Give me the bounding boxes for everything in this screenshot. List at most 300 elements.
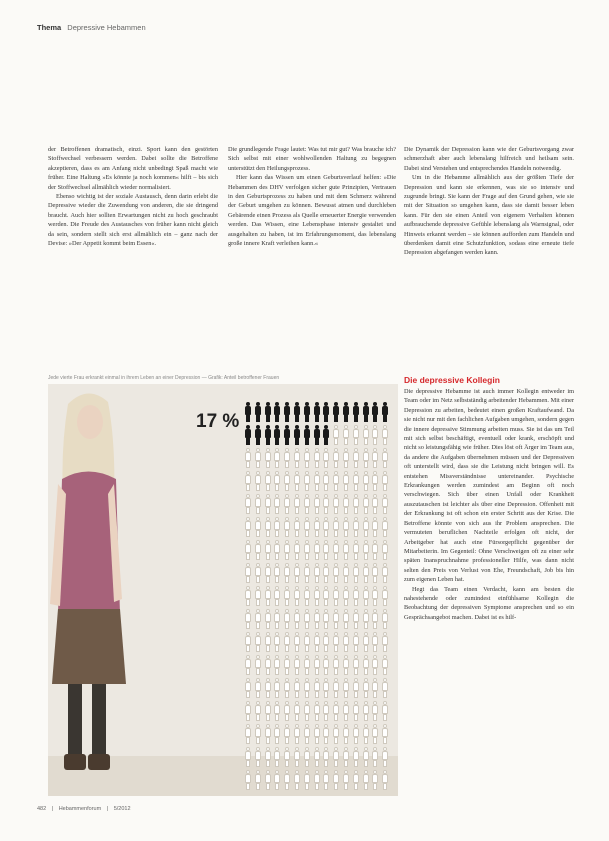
person-figure	[342, 632, 350, 652]
person-body	[314, 406, 320, 415]
person-legs	[334, 553, 338, 560]
person-legs	[305, 484, 309, 491]
person-legs	[295, 507, 299, 514]
person-body	[255, 544, 261, 553]
person-body	[265, 498, 271, 507]
person-figure-affected	[264, 402, 272, 422]
person-legs	[305, 576, 309, 583]
person-body	[353, 498, 359, 507]
person-legs	[344, 691, 348, 698]
person-legs	[246, 622, 250, 629]
person-body	[245, 774, 251, 783]
person-legs	[275, 668, 279, 675]
person-legs	[275, 553, 279, 560]
person-body	[333, 567, 339, 576]
person-body	[274, 567, 280, 576]
person-body	[323, 636, 329, 645]
paragraph: Die depressive Hebamme ist auch immer Kollegin entweder im Team oder im Netz selbstständig arbeitender Hebammen. Mit einer Depression zu arbeiten, bedeutet einen großen Kraftaufwand. Da sie nicht nur mit den fachlichen Aufgaben umgehen, sondern gegen die innere depressive Stimmung arbeiten muss. Sie ist das um Teil mit sich selbst beschäftigt, eventuell oder krank, erschöpft und nicht so leistungsfähig wie früher. Dies löst oft Ärger im Team aus, da andere die Aufgaben übernehmen müssen und der Depressiven oft unterstellt wird, dass sie die Leistung nicht bringen will. Es entstehen Missverständnisse untereinander. Psychische Erkrankungen werden zumindest am Beginn oft noch verschwiegen. Sich über einen Unfall oder Krankheit auszutauschen ist leichter als über eine Depression. Offenheit mit der Erkrankung ist oft schon ein erster Schritt aus der Krise. Die Betroffene könnte von sich aus ihr Problem ansprechen. Die vermuteten beruflichen Nachteile erfolgen oft nicht, der Arbeitgeber hat auch eine Fürsorgepflicht gegenüber der Mitarbeiterin. Im Gegenteil: Ohne Verschweigen oft zu einer sehr späten Inanspruchnahme professioneller Hilfe, was dann nicht selten den Preis von Verlust von Ehe, Freundschaft, Job bis hin zum eigenen Leben hat.	[404, 388, 574, 584]
person-legs	[383, 461, 387, 468]
person-body	[372, 590, 378, 599]
person-legs	[383, 760, 387, 767]
person-figure	[332, 471, 340, 491]
person-legs	[364, 737, 368, 744]
person-body	[304, 521, 310, 530]
person-figure	[313, 517, 321, 537]
person-legs	[324, 599, 328, 606]
person-body	[255, 751, 261, 760]
person-body	[274, 452, 280, 461]
person-body	[343, 406, 349, 415]
person-body	[314, 590, 320, 599]
subheading: Die depressive Kollegin	[404, 375, 500, 385]
person-legs	[246, 783, 250, 790]
person-figure	[303, 609, 311, 629]
person-legs	[305, 461, 309, 468]
person-legs	[364, 645, 368, 652]
person-legs	[324, 714, 328, 721]
person-legs	[344, 438, 348, 445]
person-body	[274, 751, 280, 760]
person-legs	[354, 691, 358, 698]
person-figure	[264, 471, 272, 491]
person-body	[353, 682, 359, 691]
person-body	[372, 521, 378, 530]
person-figure	[244, 724, 252, 744]
person-body	[274, 728, 280, 737]
person-body	[382, 590, 388, 599]
person-body	[333, 751, 339, 760]
person-figure-affected	[264, 425, 272, 445]
person-body	[255, 682, 261, 691]
person-body	[274, 613, 280, 622]
person-figure	[244, 494, 252, 514]
person-body	[353, 590, 359, 599]
person-body	[274, 429, 280, 438]
person-legs	[383, 599, 387, 606]
person-body	[333, 774, 339, 783]
person-legs	[373, 714, 377, 721]
person-legs	[344, 553, 348, 560]
person-legs	[256, 553, 260, 560]
person-body	[323, 774, 329, 783]
person-legs	[354, 645, 358, 652]
person-body	[284, 613, 290, 622]
person-legs	[315, 645, 319, 652]
person-figure	[322, 701, 330, 721]
person-body	[274, 406, 280, 415]
text-column-2	[228, 145, 396, 248]
person-body	[255, 521, 261, 530]
person-body	[245, 659, 251, 668]
person-legs	[246, 668, 250, 675]
person-body	[333, 728, 339, 737]
person-legs	[373, 691, 377, 698]
header-section: Depressive Hebammen	[67, 23, 146, 32]
person-legs	[334, 438, 338, 445]
person-figure	[371, 632, 379, 652]
person-body	[343, 475, 349, 484]
person-figure	[332, 425, 340, 445]
person-legs	[275, 645, 279, 652]
person-body	[343, 521, 349, 530]
person-body	[304, 705, 310, 714]
person-legs	[315, 737, 319, 744]
person-figure	[352, 540, 360, 560]
person-figure	[313, 770, 321, 790]
person-figure	[254, 471, 262, 491]
person-figure	[283, 770, 291, 790]
person-figure	[273, 494, 281, 514]
person-figure	[313, 632, 321, 652]
person-body	[323, 728, 329, 737]
person-legs	[334, 599, 338, 606]
person-figure	[313, 701, 321, 721]
person-figure-affected	[293, 425, 301, 445]
person-legs	[305, 737, 309, 744]
person-figure	[303, 563, 311, 583]
person-legs	[324, 645, 328, 652]
person-legs	[305, 507, 309, 514]
person-body	[323, 406, 329, 415]
person-legs	[373, 553, 377, 560]
person-body	[372, 613, 378, 622]
person-legs	[256, 507, 260, 514]
person-legs	[354, 737, 358, 744]
person-figure-affected	[254, 425, 262, 445]
person-figure	[283, 655, 291, 675]
person-legs	[315, 599, 319, 606]
person-legs	[256, 691, 260, 698]
person-figure	[254, 678, 262, 698]
person-figure	[254, 448, 262, 468]
person-body	[294, 544, 300, 553]
paragraph: Ebenso wichtig ist der soziale Austausch, denn darin erlebt die Depressive wieder die Zuwendung von anderen, die sie dringend braucht. Auch hier sollten Erwartungen nicht zu hoch geschraubt werden. Die Freude des Austausches von früher kann nicht gleich da sein, sondern stellt sich erst allmählich ein – ganz nach der Devise: »Der Appetit kommt beim Essen«.	[48, 193, 218, 248]
person-figure	[362, 747, 370, 767]
person-legs	[285, 691, 289, 698]
person-figure	[381, 747, 389, 767]
person-legs	[295, 415, 299, 422]
person-figure	[303, 586, 311, 606]
person-body	[245, 498, 251, 507]
person-figure	[303, 632, 311, 652]
person-body	[382, 705, 388, 714]
person-figure	[352, 586, 360, 606]
person-legs	[315, 622, 319, 629]
person-figure	[371, 655, 379, 675]
person-body	[314, 705, 320, 714]
person-figure	[273, 609, 281, 629]
person-figure	[322, 724, 330, 744]
person-figure	[362, 448, 370, 468]
person-figure	[332, 770, 340, 790]
person-legs	[324, 484, 328, 491]
person-body	[274, 682, 280, 691]
person-figure	[283, 471, 291, 491]
person-figure	[362, 517, 370, 537]
person-legs	[344, 461, 348, 468]
person-figure	[352, 770, 360, 790]
person-figure	[254, 517, 262, 537]
person-figure	[254, 632, 262, 652]
person-legs	[373, 737, 377, 744]
person-figure	[244, 632, 252, 652]
person-legs	[364, 553, 368, 560]
person-legs	[373, 530, 377, 537]
person-legs	[266, 599, 270, 606]
person-legs	[266, 484, 270, 491]
person-legs	[315, 714, 319, 721]
person-body	[372, 567, 378, 576]
person-legs	[364, 622, 368, 629]
person-legs	[383, 691, 387, 698]
person-legs	[315, 415, 319, 422]
person-body	[304, 751, 310, 760]
person-figure	[352, 701, 360, 721]
person-figure	[264, 632, 272, 652]
person-legs	[285, 668, 289, 675]
person-legs	[364, 438, 368, 445]
person-legs	[364, 507, 368, 514]
person-figure	[264, 494, 272, 514]
person-body	[265, 613, 271, 622]
person-legs	[324, 783, 328, 790]
person-figure-affected	[322, 402, 330, 422]
person-body	[333, 429, 339, 438]
person-figure	[322, 632, 330, 652]
person-legs	[246, 461, 250, 468]
person-body	[265, 429, 271, 438]
person-body	[343, 452, 349, 461]
person-legs	[383, 576, 387, 583]
person-legs	[305, 668, 309, 675]
person-legs	[266, 415, 270, 422]
person-legs	[344, 530, 348, 537]
person-legs	[256, 576, 260, 583]
person-body	[274, 475, 280, 484]
person-legs	[295, 691, 299, 698]
person-figure	[244, 701, 252, 721]
person-figure	[381, 770, 389, 790]
person-legs	[344, 507, 348, 514]
person-legs	[354, 553, 358, 560]
person-figure	[273, 747, 281, 767]
person-body	[304, 590, 310, 599]
person-legs	[246, 484, 250, 491]
person-legs	[246, 438, 250, 445]
person-legs	[275, 760, 279, 767]
person-legs	[354, 783, 358, 790]
person-body	[274, 590, 280, 599]
person-legs	[285, 645, 289, 652]
person-legs	[266, 760, 270, 767]
person-figure	[322, 540, 330, 560]
person-legs	[275, 507, 279, 514]
person-figure	[342, 678, 350, 698]
person-legs	[344, 576, 348, 583]
person-figure-affected	[342, 402, 350, 422]
person-legs	[324, 760, 328, 767]
person-figure	[244, 609, 252, 629]
person-figure	[362, 770, 370, 790]
person-legs	[324, 691, 328, 698]
person-legs	[295, 553, 299, 560]
person-body	[363, 429, 369, 438]
person-body	[363, 475, 369, 484]
person-body	[343, 751, 349, 760]
person-legs	[275, 599, 279, 606]
person-figure	[283, 701, 291, 721]
person-legs	[275, 576, 279, 583]
person-body	[245, 521, 251, 530]
person-figure	[371, 540, 379, 560]
person-legs	[285, 461, 289, 468]
person-body	[353, 774, 359, 783]
person-legs	[266, 737, 270, 744]
person-figure	[283, 586, 291, 606]
person-legs	[256, 622, 260, 629]
person-legs	[364, 691, 368, 698]
person-body	[255, 498, 261, 507]
person-figure	[352, 471, 360, 491]
person-body	[284, 498, 290, 507]
person-figure	[313, 563, 321, 583]
person-legs	[334, 507, 338, 514]
person-figure	[293, 540, 301, 560]
person-figure	[371, 425, 379, 445]
person-legs	[266, 576, 270, 583]
person-legs	[383, 530, 387, 537]
person-figure	[273, 678, 281, 698]
person-legs	[383, 484, 387, 491]
person-body	[304, 659, 310, 668]
person-legs	[383, 783, 387, 790]
person-body	[363, 406, 369, 415]
person-legs	[275, 484, 279, 491]
person-figure	[352, 563, 360, 583]
person-figure	[362, 609, 370, 629]
person-legs	[334, 530, 338, 537]
person-body	[314, 659, 320, 668]
person-body	[294, 774, 300, 783]
person-legs	[246, 691, 250, 698]
person-body	[333, 498, 339, 507]
person-figure-affected	[381, 402, 389, 422]
person-figure	[322, 586, 330, 606]
person-legs	[285, 576, 289, 583]
person-legs	[246, 599, 250, 606]
person-figure	[342, 517, 350, 537]
person-figure	[244, 586, 252, 606]
person-figure	[381, 632, 389, 652]
paragraph: Hegt das Team einen Verdacht, kann am besten die nahestehende oder zumindest einfühlsame Kollegin die Beobachtung der depressiven Symptome ansprechen und so ein Gesprächsangebot machen. Dabei ist es hilf-	[404, 585, 574, 621]
person-legs	[315, 530, 319, 537]
person-figure	[332, 632, 340, 652]
person-figure	[264, 724, 272, 744]
person-body	[323, 452, 329, 461]
person-figure	[362, 586, 370, 606]
person-body	[294, 751, 300, 760]
person-legs	[364, 599, 368, 606]
person-legs	[256, 484, 260, 491]
person-figure	[342, 471, 350, 491]
person-legs	[324, 668, 328, 675]
person-legs	[305, 783, 309, 790]
person-figure	[303, 540, 311, 560]
text-column-3	[404, 145, 574, 258]
person-figure	[342, 609, 350, 629]
paragraph: Um in die Hebamme allmählich aus der größten Tiefe der Depression und kann sie erkennen, was sie so intensiv und zugrunde bringt. Sie kann der Frage auf den Grund gehen, wie sie mit der Situation so umgehen kann, dass sie damit besser leben kann. Für den sie einen Anteil von eigenem Verhalten können aufbrauchende depressive Gefühle lebenslang als Warnsignal, oder Hinweis erkannt werden – sie können aufforden zum Handeln und überdenken damit eine Schutzfunktion, sodass eine erneute tiefe Depression abgefangen werden kann.	[404, 174, 574, 257]
person-body	[245, 728, 251, 737]
person-body	[323, 498, 329, 507]
person-figure	[273, 701, 281, 721]
person-body	[245, 475, 251, 484]
person-figure	[244, 655, 252, 675]
person-body	[353, 659, 359, 668]
person-body	[314, 544, 320, 553]
person-legs	[373, 599, 377, 606]
person-body	[382, 751, 388, 760]
person-legs	[295, 576, 299, 583]
person-figure	[283, 724, 291, 744]
person-body	[353, 521, 359, 530]
person-figure	[293, 770, 301, 790]
person-figure	[273, 770, 281, 790]
person-legs	[256, 530, 260, 537]
person-legs	[334, 484, 338, 491]
person-figure	[293, 448, 301, 468]
person-figure	[273, 471, 281, 491]
person-legs	[324, 415, 328, 422]
person-legs	[364, 530, 368, 537]
person-figure-affected	[362, 402, 370, 422]
person-figure-affected	[273, 402, 281, 422]
person-body	[245, 406, 251, 415]
person-figure	[322, 448, 330, 468]
person-legs	[315, 438, 319, 445]
person-figure	[332, 494, 340, 514]
person-figure	[362, 724, 370, 744]
person-legs	[266, 622, 270, 629]
person-body	[333, 636, 339, 645]
person-legs	[285, 530, 289, 537]
person-legs	[266, 461, 270, 468]
person-figure-affected	[313, 425, 321, 445]
person-figure	[244, 563, 252, 583]
person-figure	[322, 678, 330, 698]
person-body	[323, 613, 329, 622]
person-figure	[352, 747, 360, 767]
person-legs	[256, 415, 260, 422]
person-body	[255, 613, 261, 622]
issue-number: 5/2012	[113, 806, 131, 812]
person-figure	[332, 517, 340, 537]
person-legs	[364, 783, 368, 790]
person-body	[353, 567, 359, 576]
person-body	[333, 590, 339, 599]
person-figure	[332, 747, 340, 767]
person-figure	[303, 517, 311, 537]
person-legs	[295, 484, 299, 491]
person-figure	[362, 425, 370, 445]
person-body	[372, 475, 378, 484]
person-body	[294, 636, 300, 645]
person-figure	[283, 540, 291, 560]
person-figure	[342, 770, 350, 790]
person-legs	[354, 415, 358, 422]
person-body	[255, 429, 261, 438]
person-figure	[264, 678, 272, 698]
person-figure	[303, 448, 311, 468]
